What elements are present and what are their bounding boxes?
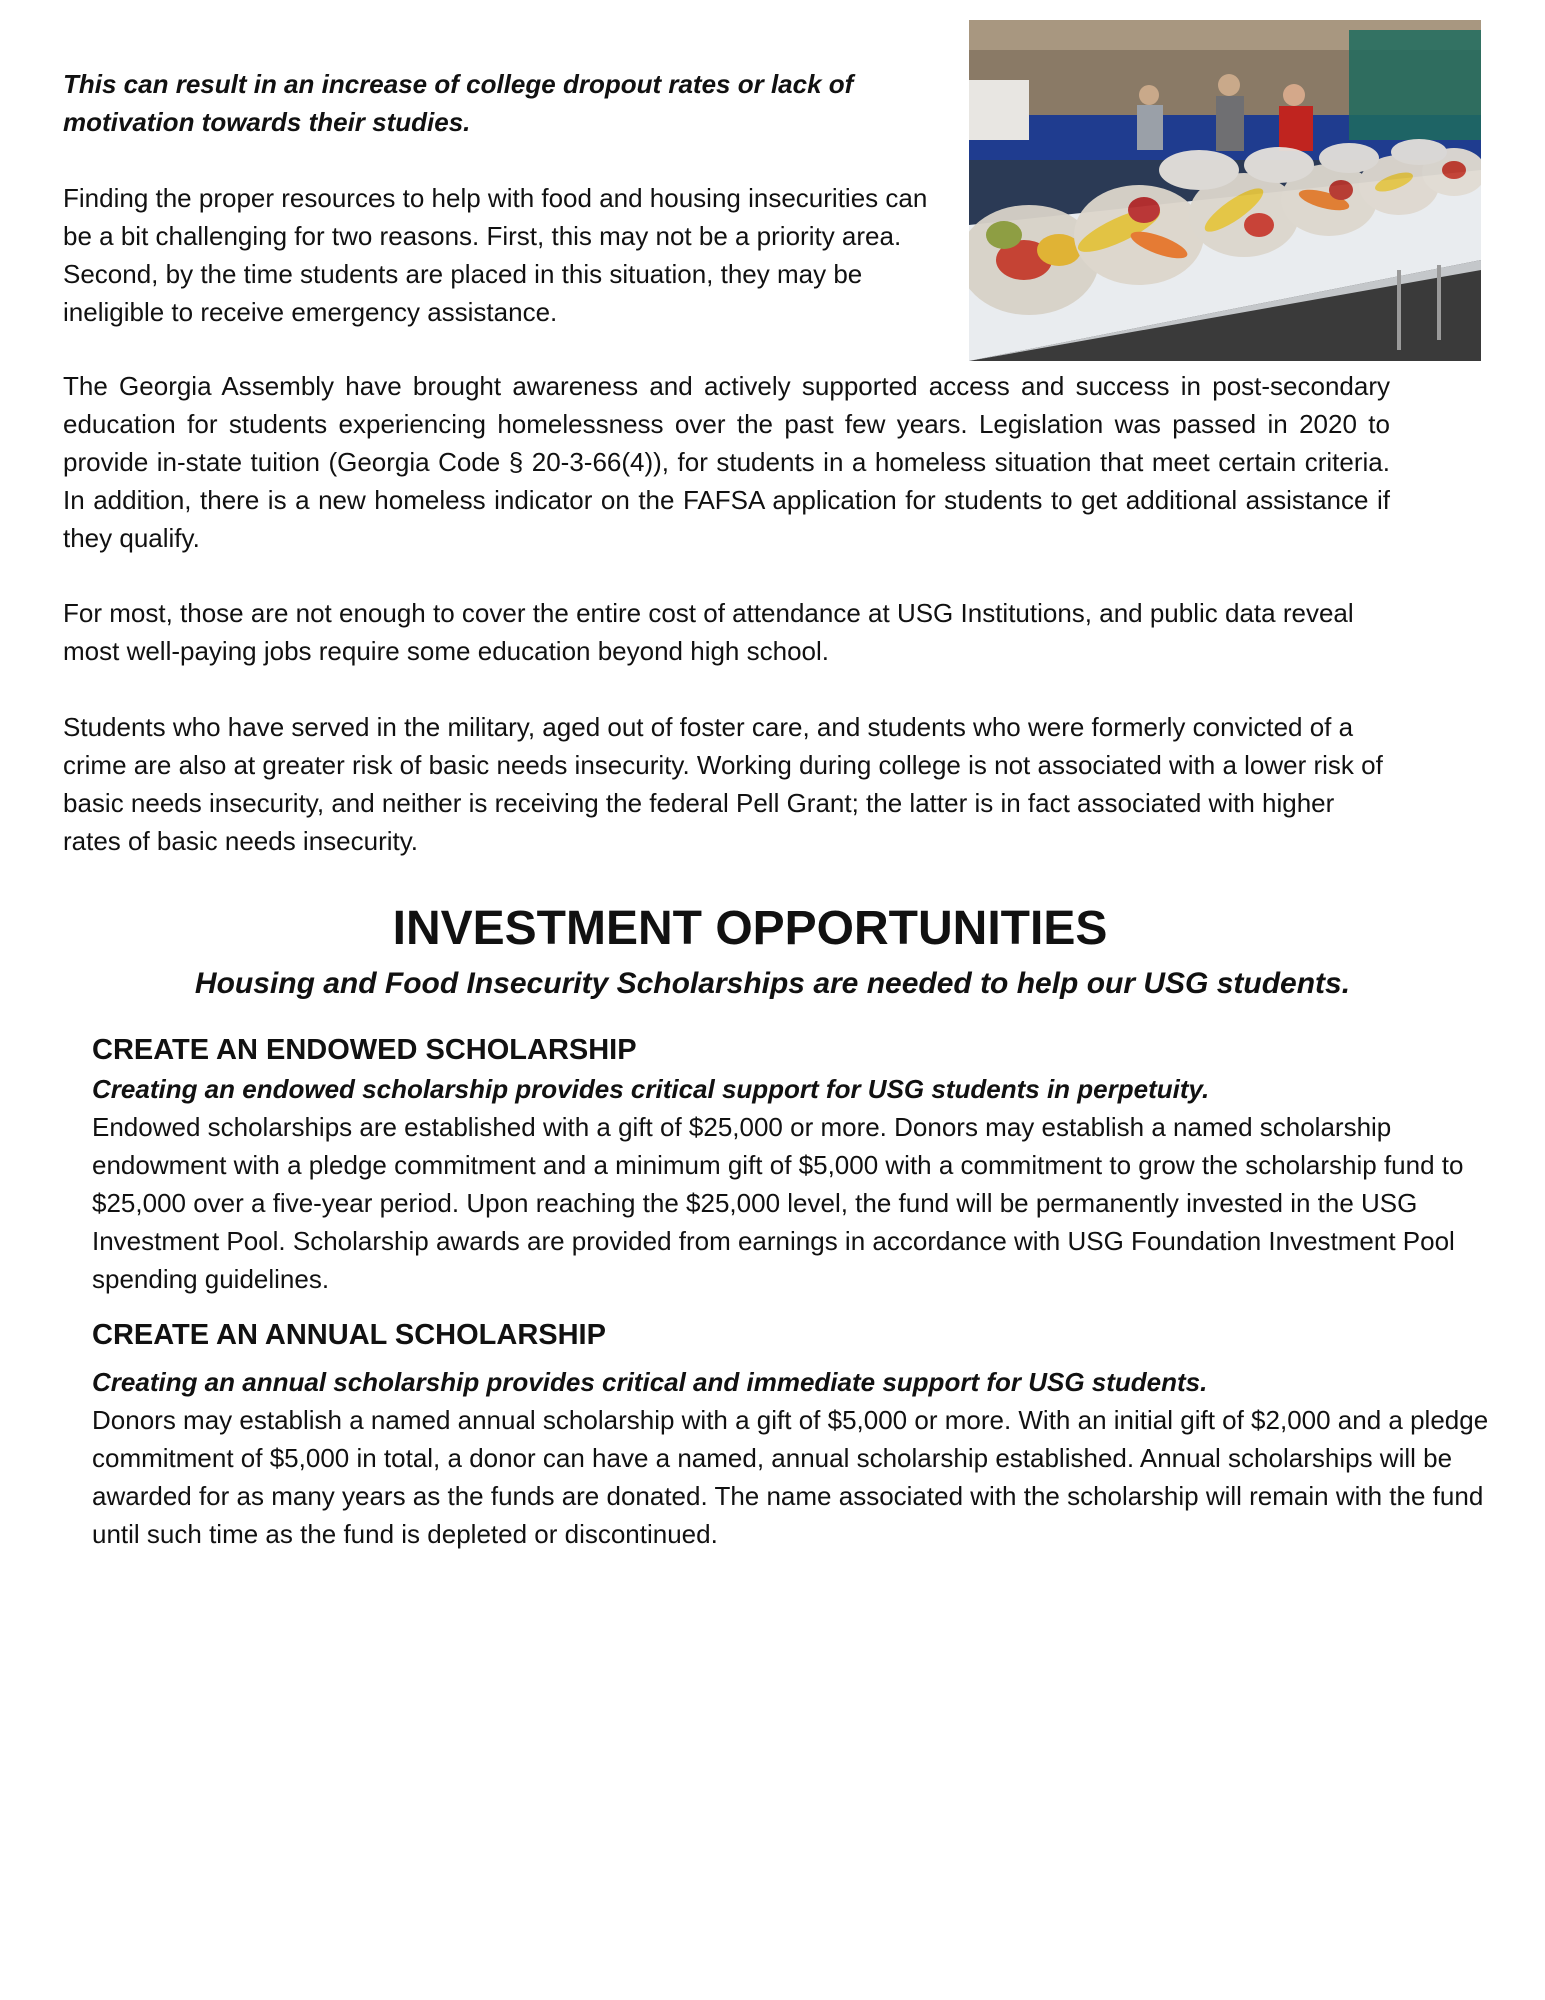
greater-risk-paragraph: Students who have served in the military, aged out of foster care, and students who were formerly convicted of a crime are also at greater risk of basic needs insecurity. Working during college is not associated with a lower risk of basic needs insecurity, and neither is receiving the federal Pell Grant; the latter is in fact associated with higher rates of basic needs insecurity. <box>63 712 1383 856</box>
food-distribution-illustration <box>969 20 1481 361</box>
annual-scholarship-section <box>92 1315 1492 1553</box>
annual-scholarship-body: Donors may establish a named annual scholarship with a gift of $5,000 or more. With an initial gift of $2,000 and a pledge commitment of $5,000 in total, a donor can have a named, annual scholarship established. Annual scholarships will be awarded for as many years as the funds are donated. The name associated with the scholarship will remain with the fund until such time as the fund is depleted or discontinued. <box>92 1405 1489 1549</box>
cost-of-attendance-paragraph: For most, those are not enough to cover the entire cost of attendance at USG Institutions, and public data reveal most well-paying jobs require some education beyond high school. <box>63 598 1354 666</box>
intro-finding-resources-paragraph: Finding the proper resources to help with food and housing insecurities can be a bit challenging for two reasons. First, this may not be a priority area. Second, by the time students are placed in this situation, they may be ineligible to receive emergency assistance. <box>63 183 928 327</box>
investment-opportunities-subtitle: Housing and Food Insecurity Scholarships are needed to help our USG students. <box>194 967 1351 1000</box>
intro-bold-statement: This can result in an increase of college dropout rates or lack of motivation towards their studies. <box>63 69 854 137</box>
endowed-scholarship-heading: CREATE AN ENDOWED SCHOLARSHIP <box>92 1034 637 1066</box>
investment-opportunities-title: INVESTMENT OPPORTUNITIES <box>392 902 1108 955</box>
georgia-assembly-paragraph: The Georgia Assembly have brought awareness and actively supported access and success in post-secondary education for students experiencing homelessness over the past few years. Legislation was passed in 2020 to provide in-state tuition (Georgia Code § 20-3-66(4)), for students in a homeless situation that meet certain criteria. In addition, there is a new homeless indicator on the FAFSA application for students to get additional assistance if they qualify. <box>63 371 1390 553</box>
endowed-scholarship-section <box>92 1030 1492 1298</box>
annual-scholarship-heading: CREATE AN ANNUAL SCHOLARSHIP <box>92 1319 606 1351</box>
food-distribution-photo <box>969 20 1481 361</box>
endowed-scholarship-lead: Creating an endowed scholarship provides critical support for USG students in perpetuity. <box>92 1074 1210 1104</box>
intro-section <box>63 65 933 331</box>
annual-scholarship-lead: Creating an annual scholarship provides critical and immediate support for USG students. <box>92 1367 1208 1397</box>
endowed-scholarship-body: Endowed scholarships are established with a gift of $25,000 or more. Donors may establish a named scholarship endowment with a pledge commitment and a minimum gift of $5,000 with a commitment to grow the scholarship fund to $25,000 over a five-year period. Upon reaching the $25,000 level, the fund will be permanently invested in the USG Investment Pool. Scholarship awards are provided from earnings in accordance with USG Foundation Investment Pool spending guidelines. <box>92 1112 1464 1294</box>
